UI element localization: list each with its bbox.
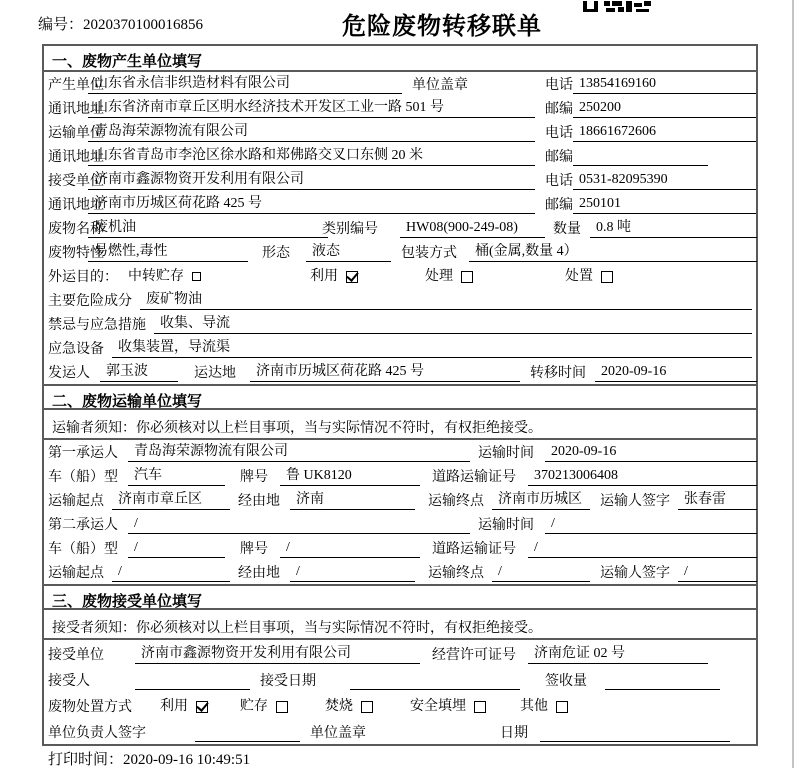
receiver-zip-label: 邮编 xyxy=(545,198,573,213)
print-time-value: 2020-09-16 10:49:51 xyxy=(123,752,251,768)
disposal-option-recycle-label: 利用 xyxy=(160,699,188,714)
accept-unit-value: 济南市鑫源物资开发利用有限公司 xyxy=(135,645,420,664)
page-edge-line xyxy=(792,0,794,768)
serial-number xyxy=(38,13,203,34)
disposal-option-incinerate xyxy=(325,699,373,715)
row-dispatch xyxy=(44,360,756,384)
emergency-measures-label: 禁忌与应急措施 xyxy=(48,318,146,333)
section2-notice: 运输者须知：你必须核对以上栏目事项，当与实际情况不符时，有权拒绝接受。 xyxy=(44,410,756,440)
route2-sign-label: 运输人签字 xyxy=(600,566,670,581)
row-route2 xyxy=(44,560,756,584)
producer-seal-label: 单位盖章 xyxy=(412,78,468,93)
row-transporter xyxy=(44,120,756,144)
waste-name-value: 废机油 xyxy=(88,219,328,238)
accept-unit-label: 接受单位 xyxy=(48,648,104,663)
disposal-storage-checkbox-icon xyxy=(276,701,288,713)
row-vehicle1 xyxy=(44,464,756,488)
disposal-landfill-checkbox-icon xyxy=(474,701,486,713)
route1-start-label: 运输起点 xyxy=(48,494,104,509)
waste-form-label: 形态 xyxy=(262,246,290,261)
vehicle2-plate-label: 牌号 xyxy=(240,542,268,557)
row-carrier1 xyxy=(44,440,756,464)
disposal-option-storage xyxy=(240,699,288,715)
purpose-label: 外运目的： xyxy=(48,270,118,285)
form-table xyxy=(42,44,758,746)
row-purpose xyxy=(44,264,756,288)
vehicle1-plate-label: 牌号 xyxy=(240,470,268,485)
dispatcher-value: 郭玉波 xyxy=(100,363,178,382)
route2-sign-value: / xyxy=(678,563,757,582)
purpose-option-treat-label: 处理 xyxy=(425,269,453,284)
recycle-checkbox-icon xyxy=(346,271,358,283)
waste-name-label: 废物名称 xyxy=(48,222,104,237)
responsible-signature-value xyxy=(195,724,300,742)
producer-phone-label: 电话 xyxy=(545,78,573,93)
purpose-option-dispose-label: 处置 xyxy=(565,269,593,284)
qr-code-icon xyxy=(583,0,651,12)
row-producer xyxy=(44,72,756,96)
destination-label: 运达地 xyxy=(194,366,236,381)
signed-qty-label: 签收量 xyxy=(545,674,587,689)
destination-value: 济南市历城区荷花路 425 号 xyxy=(250,363,520,382)
waste-pack-value: 桶(金属,数量 4） xyxy=(469,243,757,262)
disposal-option-other xyxy=(520,699,568,715)
carrier1-time-value: 2020-09-16 xyxy=(545,443,757,462)
transporter-value: 青岛海荣源物流有限公司 xyxy=(88,123,535,142)
route1-sign-value: 张春雷 xyxy=(678,491,757,510)
row-vehicle2 xyxy=(44,536,756,560)
receiver-zip-value: 250101 xyxy=(573,195,756,214)
disposal-option-incinerate-label: 焚烧 xyxy=(325,699,353,714)
row-producer-address xyxy=(44,96,756,120)
accept-date-label: 接受日期 xyxy=(260,674,316,689)
operating-license-label: 经营许可证号 xyxy=(432,648,516,663)
purpose-option-transfer-storage xyxy=(128,269,201,285)
waste-props-value: 易燃性,毒性 xyxy=(88,243,248,262)
route2-via-label: 经由地 xyxy=(238,566,280,581)
route1-via-label: 经由地 xyxy=(238,494,280,509)
carrier1-label: 第一承运人 xyxy=(48,446,118,461)
receiver-value: 济南市鑫源物资开发利用有限公司 xyxy=(88,171,535,190)
hazard-value: 废矿物油 xyxy=(140,291,752,310)
purpose-option-dispose xyxy=(565,269,613,285)
acceptor-value xyxy=(135,672,250,690)
purpose-option-recycle xyxy=(310,269,358,285)
producer-label: 产生单位 xyxy=(48,78,104,93)
row-waste-name xyxy=(44,216,756,240)
purpose-option-treat xyxy=(425,269,473,285)
producer-phone-value: 13854169160 xyxy=(573,75,756,94)
purpose-option-recycle-label: 利用 xyxy=(310,269,338,284)
vehicle2-value: / xyxy=(128,539,225,558)
dispatcher-label: 发运人 xyxy=(48,366,90,381)
route2-end-value: / xyxy=(492,563,590,582)
row-acceptor xyxy=(44,666,756,692)
row-disposal-method xyxy=(44,692,756,718)
row-transporter-address xyxy=(44,144,756,168)
disposal-recycle-checkbox-icon xyxy=(196,701,208,713)
route1-end-label: 运输终点 xyxy=(428,494,484,509)
dispose-checkbox-icon xyxy=(601,271,613,283)
producer-zip-label: 邮编 xyxy=(545,102,573,117)
vehicle2-license-value: / xyxy=(528,539,757,558)
section2-header: 二、废物运输单位填写 xyxy=(44,384,756,410)
waste-props-label: 废物特性 xyxy=(48,246,104,261)
section3-header: 三、废物接受单位填写 xyxy=(44,584,756,610)
transporter-address-value: 山东省青岛市李沧区徐水路和郑佛路交叉口东侧 20 米 xyxy=(88,147,535,166)
transfer-time-label: 转移时间 xyxy=(530,366,586,381)
row-receiver xyxy=(44,168,756,192)
serial-value: 2020370100016856 xyxy=(83,17,204,33)
disposal-option-storage-label: 贮存 xyxy=(240,699,268,714)
transporter-address-label: 通讯地址 xyxy=(48,150,104,165)
print-time xyxy=(48,748,250,768)
row-route1 xyxy=(44,488,756,512)
transfer-time-value: 2020-09-16 xyxy=(595,363,757,382)
row-hazard xyxy=(44,288,756,312)
disposal-option-other-label: 其他 xyxy=(520,699,548,714)
transporter-phone-label: 电话 xyxy=(545,126,573,141)
disposal-method-label: 废物处置方式 xyxy=(48,700,132,715)
transporter-label: 运输单位 xyxy=(48,126,104,141)
emergency-equipment-value: 收集装置，导流渠 xyxy=(112,339,752,358)
route1-sign-label: 运输人签字 xyxy=(600,494,670,509)
unit-seal-label: 单位盖章 xyxy=(310,726,366,741)
transfer-storage-checkbox-icon xyxy=(192,272,201,281)
waste-form-value: 液态 xyxy=(306,243,391,262)
row-responsible-signature xyxy=(44,718,756,744)
disposal-other-checkbox-icon xyxy=(556,701,568,713)
carrier1-time-label: 运输时间 xyxy=(478,446,534,461)
waste-code-value: HW08(900-249-08) xyxy=(400,219,545,238)
disposal-incinerate-checkbox-icon xyxy=(361,701,373,713)
route1-start-value: 济南市章丘区 xyxy=(112,491,230,510)
producer-zip-value: 250200 xyxy=(573,99,756,118)
emergency-measures-value: 收集、导流 xyxy=(154,315,752,334)
carrier2-label: 第二承运人 xyxy=(48,518,118,533)
carrier2-time-label: 运输时间 xyxy=(478,518,534,533)
route1-via-value: 济南 xyxy=(290,491,415,510)
disposal-option-landfill-label: 安全填埋 xyxy=(410,699,466,714)
waste-pack-label: 包装方式 xyxy=(401,246,457,261)
transporter-zip-value xyxy=(573,148,708,166)
vehicle1-value: 汽车 xyxy=(128,467,225,486)
producer-address-value: 山东省济南市章丘区明水经济技术开发区工业一路 501 号 xyxy=(88,99,535,118)
section3-notice: 接受者须知：你必须核对以上栏目事项，当与实际情况不符时，有权拒绝接受。 xyxy=(44,610,756,640)
vehicle1-label: 车（船）型 xyxy=(48,470,118,485)
route2-via-value: / xyxy=(290,563,415,582)
vehicle2-plate-value: / xyxy=(280,539,420,558)
carrier2-value: / xyxy=(128,515,470,534)
responsible-signature-label: 单位负责人签字 xyxy=(48,726,146,741)
disposal-option-landfill xyxy=(410,699,486,715)
accept-date-value xyxy=(350,672,520,690)
vehicle2-license-label: 道路运输证号 xyxy=(432,542,516,557)
carrier2-time-value: / xyxy=(545,515,757,534)
producer-value: 山东省永信非织造材料有限公司 xyxy=(88,75,402,94)
waste-qty-label: 数量 xyxy=(553,222,581,237)
receiver-address-label: 通讯地址 xyxy=(48,198,104,213)
disposal-option-recycle xyxy=(160,699,208,715)
producer-address-label: 通讯地址 xyxy=(48,102,104,117)
row-carrier2 xyxy=(44,512,756,536)
vehicle2-label: 车（船）型 xyxy=(48,542,118,557)
row-accept-unit xyxy=(44,640,756,666)
waste-code-label: 类别编号 xyxy=(322,222,378,237)
operating-license-value: 济南危证 02 号 xyxy=(528,645,708,664)
vehicle1-plate-value: 鲁 UK8120 xyxy=(280,467,420,486)
signed-qty-value xyxy=(605,672,720,690)
serial-label: 编号： xyxy=(38,17,84,33)
purpose-option-transfer-storage-label: 中转贮存 xyxy=(128,269,184,284)
row-receiver-address xyxy=(44,192,756,216)
seal-date-label: 日期 xyxy=(500,726,528,741)
treat-checkbox-icon xyxy=(461,271,473,283)
section1-header: 一、废物产生单位填写 xyxy=(44,46,756,72)
emergency-equipment-label: 应急设备 xyxy=(48,342,104,357)
page-title: 危险废物转移联单 xyxy=(342,13,542,40)
receiver-label: 接受单位 xyxy=(48,174,104,189)
receiver-phone-label: 电话 xyxy=(545,174,573,189)
acceptor-label: 接受人 xyxy=(48,674,90,689)
row-emergency-measures xyxy=(44,312,756,336)
hazard-label: 主要危险成分 xyxy=(48,294,132,309)
waste-qty-value: 0.8 吨 xyxy=(590,219,757,238)
route2-start-value: / xyxy=(112,563,230,582)
vehicle1-license-label: 道路运输证号 xyxy=(432,470,516,485)
route2-end-label: 运输终点 xyxy=(428,566,484,581)
route1-end-value: 济南市历城区 xyxy=(492,491,590,510)
transporter-phone-value: 18661672606 xyxy=(573,123,756,142)
vehicle1-license-value: 370213006408 xyxy=(528,467,757,486)
receiver-address-value: 济南市历城区荷花路 425 号 xyxy=(88,195,535,214)
carrier1-value: 青岛海荣源物流有限公司 xyxy=(128,443,470,462)
row-emergency-equipment xyxy=(44,336,756,360)
route2-start-label: 运输起点 xyxy=(48,566,104,581)
receiver-phone-value: 0531-82095390 xyxy=(573,171,756,190)
seal-date-value xyxy=(540,724,730,742)
transporter-zip-label: 邮编 xyxy=(545,150,573,165)
print-time-label: 打印时间： xyxy=(48,752,124,768)
row-waste-props xyxy=(44,240,756,264)
